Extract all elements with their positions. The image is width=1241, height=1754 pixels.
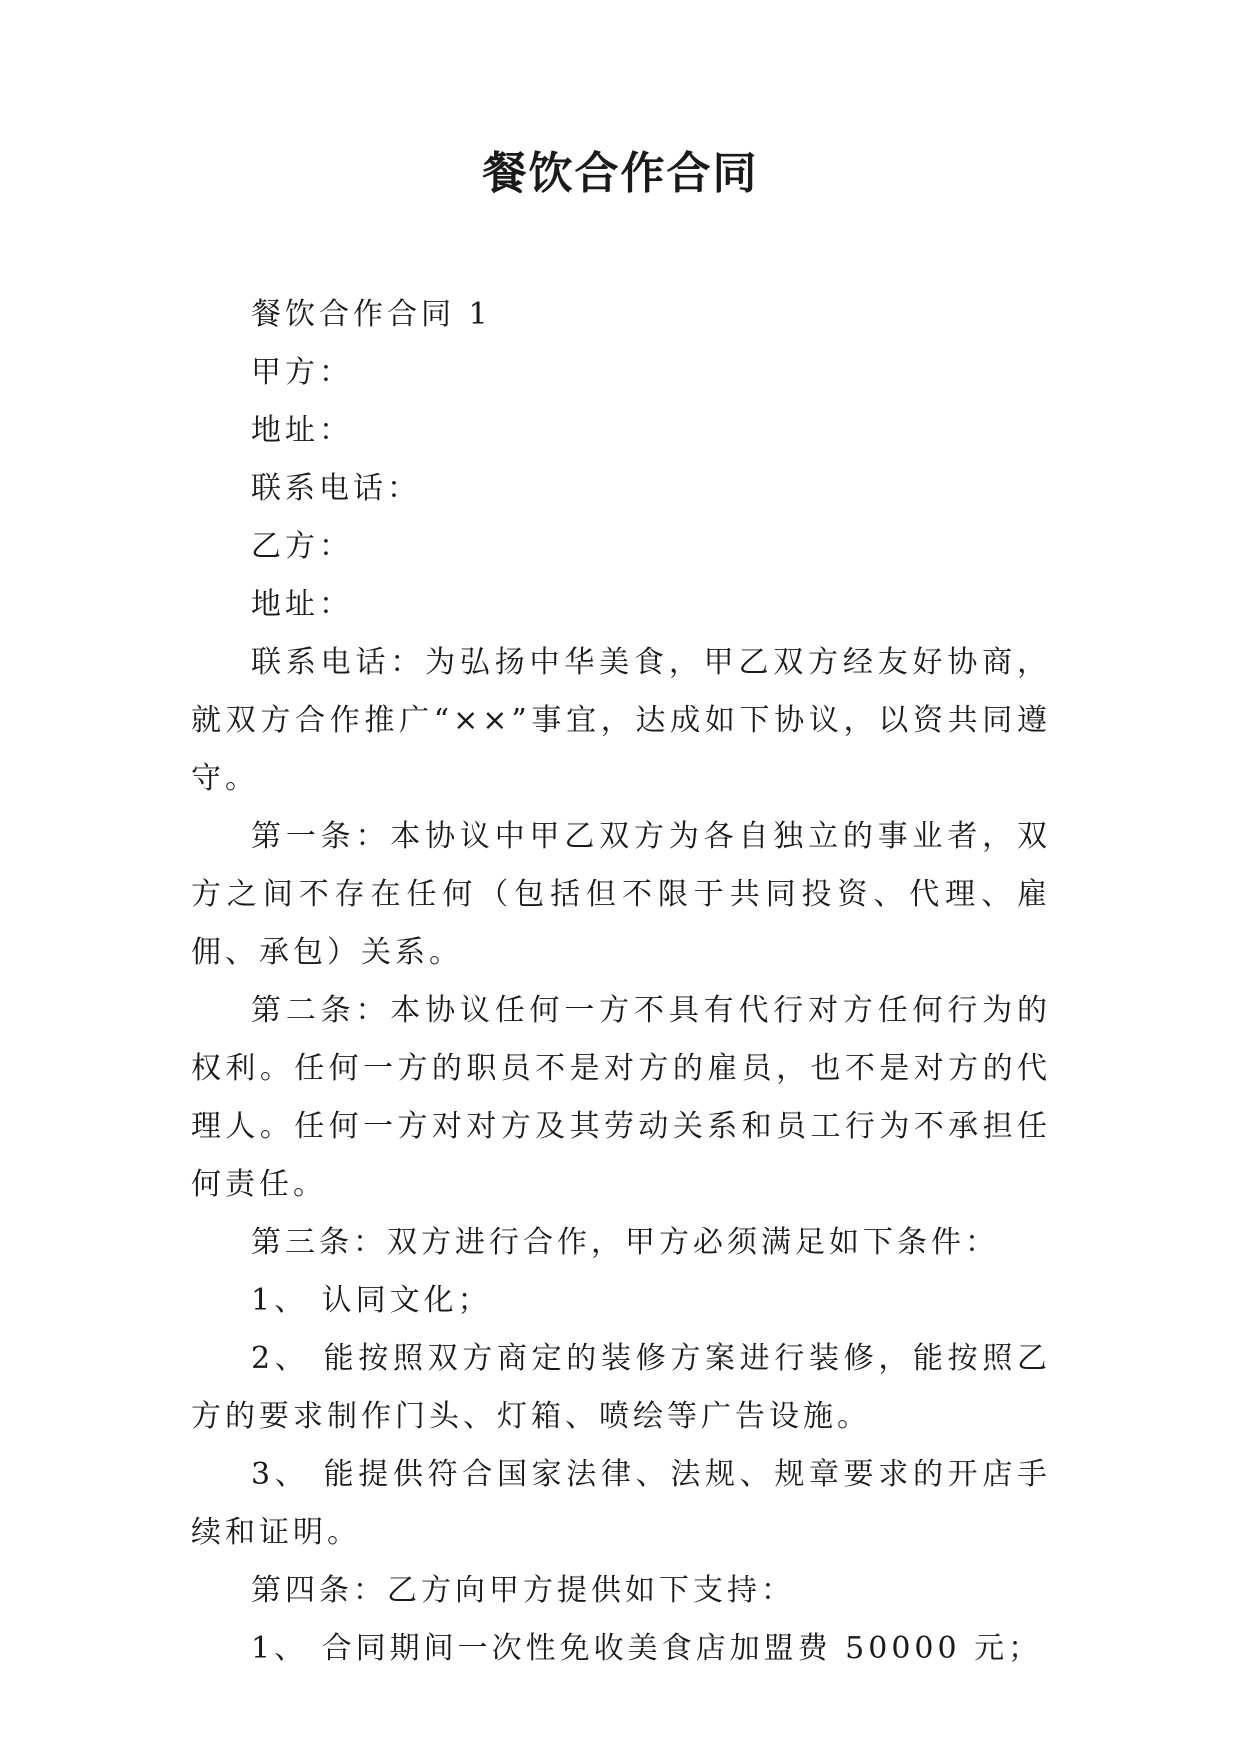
article-4-item-1: 1、 合同期间一次性免收美食店加盟费 50000 元； — [251, 1631, 1043, 1666]
party-b-address: 地址： — [251, 587, 353, 622]
article-3-item-3: 3、 能提供符合国家法律、法规、规章要求的开店手续和证明。 — [191, 1457, 1051, 1550]
contract-subtitle: 餐饮合作合同 1 — [251, 297, 492, 332]
article-3-item-2: 2、 能按照双方商定的装修方案进行装修，能按照乙方的要求制作门头、灯箱、喷绘等广告设施。 — [191, 1341, 1051, 1434]
article-3-item-1: 1、 认同文化； — [251, 1283, 492, 1318]
article-3: 第三条：双方进行合作，甲方必须满足如下条件： — [251, 1225, 999, 1260]
document-body — [191, 286, 1051, 1678]
document-title: 餐饮合作合同 — [482, 148, 759, 199]
party-b-phone-preamble: 联系电话：为弘扬中华美食，甲乙双方经友好协商，就双方合作推广“××”事宜，达成如下协议，以资共同遵守。 — [191, 645, 1051, 796]
article-4: 第四条：乙方向甲方提供如下支持： — [251, 1573, 795, 1608]
party-a-label: 甲方： — [251, 355, 353, 390]
article-1: 第一条：本协议中甲乙双方为各自独立的事业者，双方之间不存在任何（包括但不限于共同投资、代理、雇佣、承包）关系。 — [191, 819, 1051, 970]
article-2: 第二条：本协议任何一方不具有代行对方任何行为的权利。任何一方的职员不是对方的雇员，也不是对方的代理人。任何一方对对方及其劳动关系和员工行为不承担任何责任。 — [191, 993, 1051, 1202]
party-a-address: 地址： — [251, 413, 353, 448]
party-b-label: 乙方： — [251, 529, 353, 564]
party-a-phone: 联系电话： — [251, 471, 421, 506]
